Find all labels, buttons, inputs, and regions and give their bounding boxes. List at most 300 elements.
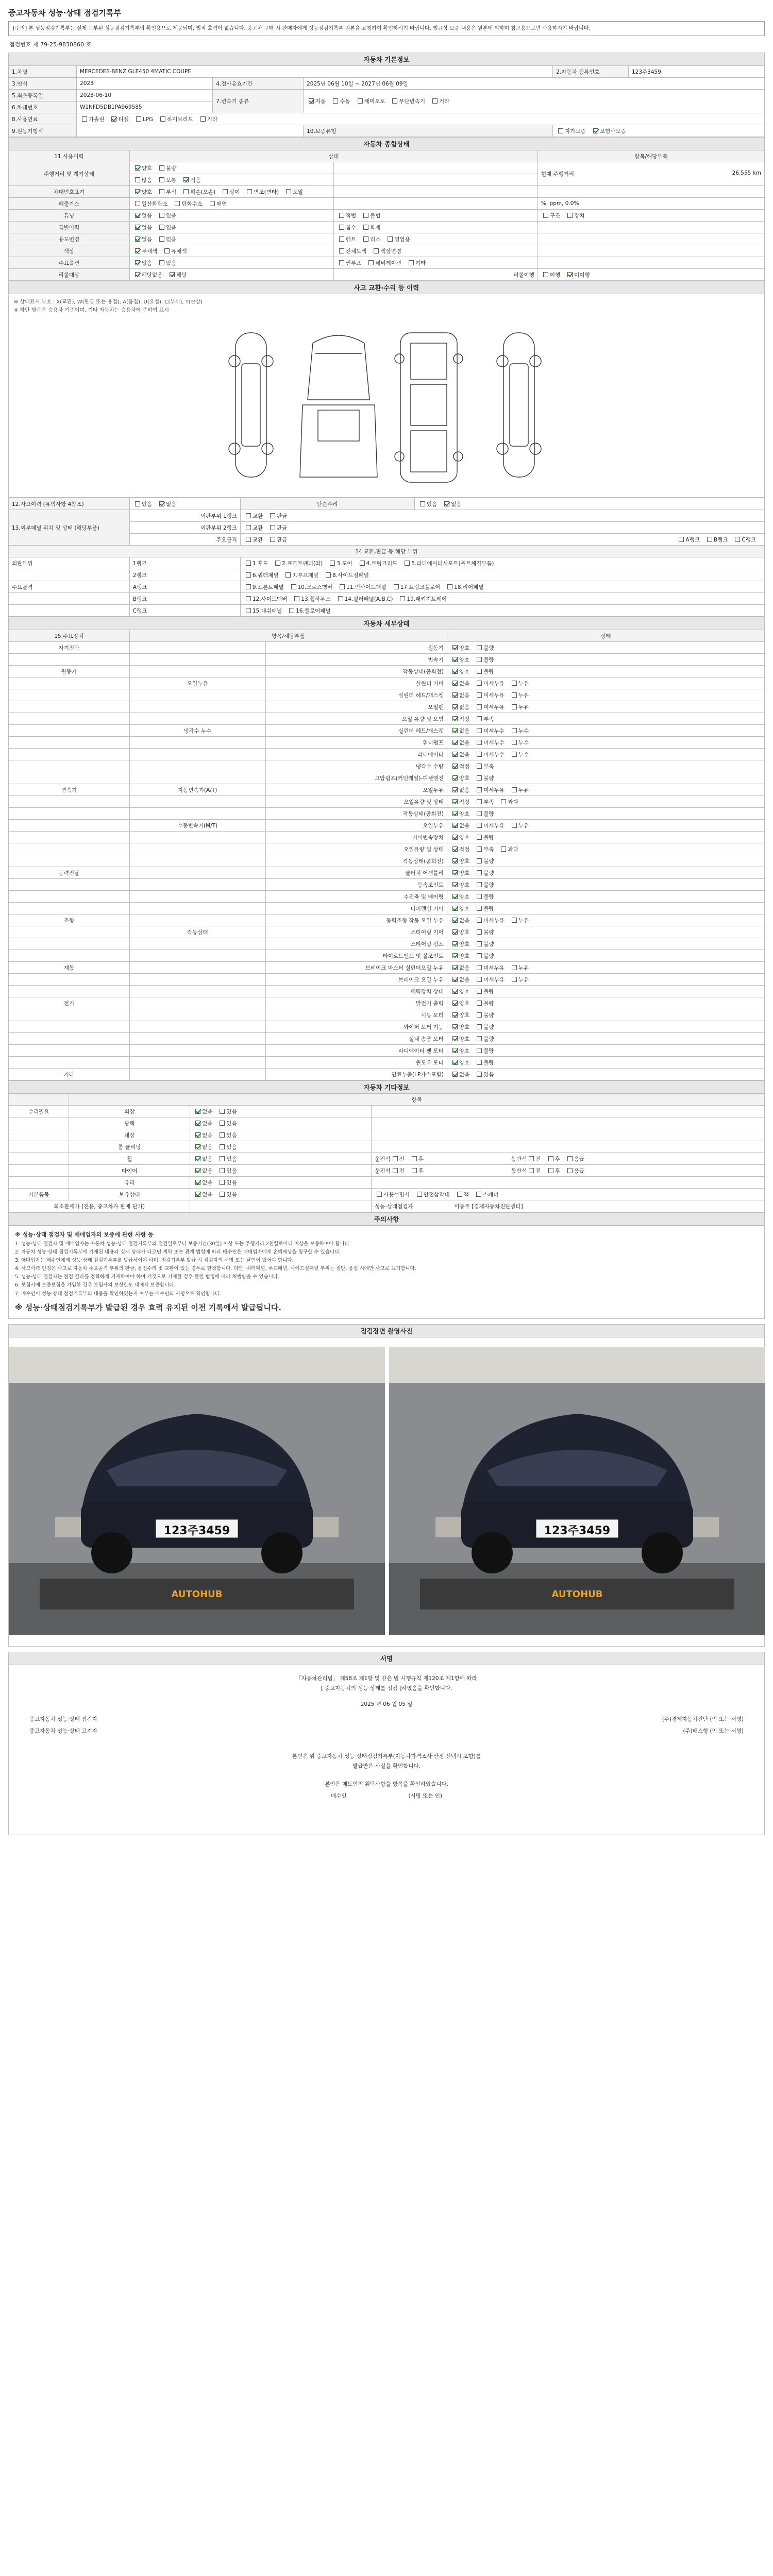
checkbox-mark <box>400 596 405 601</box>
detail-row <box>9 903 765 914</box>
part-group: 주요골격 <box>9 581 130 593</box>
item-label: 오일누유 <box>265 784 447 796</box>
checkbox-label: 적정 <box>459 846 470 853</box>
sub-group: 작동상태 <box>129 926 265 938</box>
checkbox-mark <box>452 811 458 816</box>
checkbox-mark <box>159 189 164 194</box>
checkbox-mark <box>432 98 438 104</box>
sub-group <box>129 962 265 974</box>
state-option <box>450 1072 469 1078</box>
sub-group <box>129 867 265 879</box>
item-label: 등속조인트 <box>265 879 447 891</box>
field-label: 7.변속기 종류 <box>213 90 304 113</box>
checkbox-mark <box>567 1156 573 1161</box>
checkbox-mark <box>270 537 275 542</box>
detail-row <box>9 654 765 666</box>
checkbox-mark <box>477 1072 482 1077</box>
checkbox-label: 없음 <box>202 1156 213 1162</box>
detail-row <box>9 1069 765 1080</box>
checkbox-label: 응급 <box>574 1167 584 1174</box>
warranty-option <box>591 128 626 134</box>
state-option <box>450 728 469 734</box>
part-option <box>338 584 386 590</box>
checkbox-mark <box>477 1001 482 1006</box>
state-option <box>450 906 469 912</box>
checkbox-label: 있음 <box>166 212 177 219</box>
checkbox-label: 없음 <box>451 501 462 507</box>
checkbox-mark <box>393 1168 398 1173</box>
state-option <box>475 989 494 995</box>
checkbox-mark <box>477 681 482 686</box>
state-option <box>475 906 494 912</box>
transmission-option <box>430 98 449 105</box>
item-label: 발전기 출력 <box>265 997 447 1009</box>
item-label: 스티어링 펌프 <box>265 938 447 950</box>
checkbox-mark <box>220 1180 225 1185</box>
checkbox-mark <box>363 225 368 230</box>
checkbox-label: 불량 <box>483 1012 494 1019</box>
checkbox-mark <box>593 128 598 133</box>
section-title: 자동차 기타정보 <box>9 1081 765 1094</box>
column-header: 11.사용이력 <box>9 150 130 162</box>
car-floor-frame-view <box>395 333 463 482</box>
part-rank: 1랭크 <box>129 557 240 569</box>
note-line: 2. 자동차 성능·상태 점검기록부에 기재된 내용과 실제 상태가 다르면 계약 또는 관계 법령에 따라 매수인은 매매업자에게 손해배상을 청구할 수 있습니다. <box>15 1249 341 1255</box>
checkbox-label: 판금 <box>277 513 288 519</box>
status-option <box>133 201 168 207</box>
status-option <box>162 248 187 255</box>
checkbox-mark <box>452 1012 458 1018</box>
row-label: 12.사고이력 (유의사항 4참조) <box>9 498 130 510</box>
checkbox-mark <box>135 165 140 171</box>
detail-row <box>9 666 765 677</box>
checkbox-mark <box>339 225 344 230</box>
detail-row <box>9 772 765 784</box>
item-label: 디퍼렌셜 기어 <box>265 903 447 914</box>
checkbox-mark <box>452 906 458 911</box>
section-title: 사고 교환·수리 등 이력 <box>9 281 765 294</box>
checkbox-label: 8.사이드실패널 <box>332 572 369 579</box>
checkbox-label: 9.프론트패널 <box>252 584 284 590</box>
checkbox-label: 없음 <box>459 976 470 983</box>
other-row <box>9 1165 765 1177</box>
item-label: 실린더 커버 <box>265 677 447 689</box>
fuel-option <box>198 116 217 123</box>
detail-row <box>9 974 765 986</box>
sub-option <box>366 260 401 266</box>
checkbox-mark <box>477 799 482 804</box>
checkbox-mark <box>477 846 482 852</box>
item-label: 라디에이터 <box>265 749 447 760</box>
device-group <box>9 1033 130 1045</box>
checkbox-mark <box>452 953 458 958</box>
state-option <box>475 716 494 722</box>
part-option <box>358 561 398 567</box>
checkbox-label: 양호 <box>141 165 153 172</box>
checkbox-label: 있음 <box>166 236 177 243</box>
checkbox-label: C랭크 <box>742 536 756 543</box>
other-row <box>9 1141 765 1153</box>
checkbox-mark <box>477 740 482 745</box>
state-option <box>450 704 469 710</box>
state-option <box>475 787 505 793</box>
photo-title-table <box>8 1324 765 1337</box>
state-option <box>475 752 505 758</box>
notes-title-table <box>8 1212 765 1226</box>
checkbox-mark <box>159 165 164 171</box>
field-label: 9.원동기형식 <box>9 125 77 137</box>
checkbox-label: 누수 <box>518 727 529 734</box>
checkbox-label: B랭크 <box>713 536 728 543</box>
checkbox-mark <box>210 201 215 206</box>
checkbox-label: 불량 <box>483 834 494 841</box>
checkbox-label: 있음 <box>426 501 438 507</box>
other-option <box>217 1156 237 1162</box>
device-group <box>9 843 130 855</box>
checkbox-mark <box>477 858 482 863</box>
note-line: 1. 성능·상태 점검자 및 매매업자는 자동차 성능·상태 점검기록부의 점검일로부터 보증기간(30일) 이상 또는 주행거리 2천킬로미터 이상을 보증하여야 합니다. <box>15 1241 351 1247</box>
state-option <box>475 941 494 947</box>
row-label: 14.교환,판금 등 해당 부위 <box>9 546 765 557</box>
checkbox-mark <box>417 1192 422 1197</box>
checkbox-label: 누유 <box>518 976 529 983</box>
checkbox-label: 불량 <box>483 656 494 663</box>
other-option <box>217 1144 237 1150</box>
checkbox-mark <box>452 870 458 875</box>
checkbox-mark <box>457 1192 462 1197</box>
note-line: 5. 성능·상태 점검자는 점검 결과를 정확하게 기재하여야 하며 거짓으로 기재할 경우 관련 법령에 따라 처벌받을 수 있습니다. <box>15 1274 280 1280</box>
row-label: 차대번호표기 <box>9 186 130 198</box>
device-group <box>9 855 130 867</box>
checkbox-mark <box>363 213 368 218</box>
sub-group: 냉각수 누수 <box>129 725 265 737</box>
column-header: 항목/해당부품 <box>537 150 764 162</box>
checkbox-label: 13.휠하우스 <box>301 596 331 602</box>
checkbox-label: 안전삼각대 <box>423 1191 450 1198</box>
column-header: 15.주요장치 <box>9 630 130 642</box>
checkbox-label: 누유 <box>518 964 529 971</box>
other-item: 내장 <box>69 1129 190 1141</box>
checkbox-mark <box>452 835 458 840</box>
state-option <box>475 1024 494 1030</box>
note-line: 3. 매매업자는 매수인에게 성능·상태 점검기록부를 발급하여야 하며, 점검기록부 발급 시 점검자의 서명 또는 날인이 있어야 합니다. <box>15 1257 294 1263</box>
inspector-sign: (주)경제자동차진단 (인 또는 서명) <box>662 1716 744 1723</box>
detail-row <box>9 808 765 820</box>
checkbox-label: 18.리어패널 <box>454 584 484 590</box>
overall-state-table <box>8 137 765 281</box>
checkbox-mark <box>512 692 517 698</box>
other-item: 룸 클리닝 <box>69 1141 190 1153</box>
part-rank: C랭크 <box>129 605 240 617</box>
state-option <box>475 858 494 865</box>
sub-option <box>337 236 356 243</box>
checkbox-label: 불량 <box>483 929 494 936</box>
state-option <box>475 894 494 900</box>
checkbox-mark <box>452 752 458 757</box>
checkbox-label: 없음 <box>459 751 470 758</box>
checkbox <box>527 1156 541 1162</box>
status-option <box>157 213 176 219</box>
checkbox-mark <box>246 572 251 578</box>
checkbox-label: 불량 <box>483 1024 494 1030</box>
accident-option <box>157 501 176 507</box>
other-group <box>9 1141 69 1153</box>
doc-title: 중고자동차 성능·상태 점검기록부 <box>8 8 122 18</box>
checkbox-label: 19.패키지트레이 <box>407 596 447 602</box>
checkbox <box>565 1168 584 1174</box>
checkbox-mark <box>409 260 414 265</box>
other-option <box>217 1132 237 1139</box>
detail-row <box>9 891 765 903</box>
checkbox-mark <box>170 272 175 277</box>
note-line: 7. 매수인이 성능·상태 점검기록부의 내용을 확인하였는지 여부는 매수인의 서명으로 확인합니다. <box>15 1291 222 1297</box>
checkbox-label: 미세누유 <box>483 976 505 983</box>
device-group: 제동 <box>9 962 130 974</box>
state-option <box>450 811 469 817</box>
detail-row <box>9 1045 765 1057</box>
recall-done-label: 리콜이행 <box>513 272 534 278</box>
checkbox-mark <box>246 561 251 566</box>
part-option <box>289 584 332 590</box>
checkbox-mark <box>275 561 280 566</box>
section-title: 자동차 기본정보 <box>9 53 765 66</box>
checkbox-label: 부족 <box>483 716 494 722</box>
checkbox-label: 후 <box>554 1167 560 1174</box>
sub-group <box>129 986 265 997</box>
status-option <box>157 260 176 266</box>
part-group <box>9 569 130 581</box>
checkbox-label: 누수 <box>518 739 529 746</box>
checkbox-label: 세미오토 <box>364 98 385 105</box>
checkbox <box>705 537 728 543</box>
checkbox-label: LPG <box>142 116 154 123</box>
item-label: 동력조향 작동 오일 누유 <box>265 914 447 926</box>
note-line: 6. 보험사에 보증보험을 가입한 경우 보험사의 보상한도 내에서 보증합니다. <box>15 1282 176 1289</box>
checkbox-label: 잭 <box>463 1191 469 1198</box>
detail-row <box>9 926 765 938</box>
simple-repair-option <box>418 501 437 507</box>
checkbox-label: 전체도색 <box>345 248 367 255</box>
brand-logo: AUTOHUB <box>171 1589 223 1600</box>
checkbox-label: 기타 <box>207 116 218 123</box>
overall-row <box>9 162 765 174</box>
state-option <box>450 835 469 841</box>
checkbox-label: 불량 <box>483 870 494 876</box>
checkbox-mark <box>512 918 517 923</box>
checkbox-label: 미세누유 <box>483 822 505 829</box>
item-label: 실린더 헤드/개스켓 <box>265 689 447 701</box>
checkbox-label: 전 <box>535 1156 541 1162</box>
state-option <box>450 752 469 758</box>
row-label: 특별이력 <box>9 222 130 233</box>
field-label: 1.차명 <box>9 66 77 78</box>
checkbox-label: 양호 <box>459 645 470 651</box>
checkbox-label: 교환 <box>252 536 263 543</box>
checkbox-mark <box>477 977 482 982</box>
checkbox-label: A랭크 <box>685 536 700 543</box>
checkbox-mark <box>135 501 140 506</box>
device-group: 전기 <box>9 997 130 1009</box>
transmission-option <box>307 98 326 105</box>
sub-option <box>372 248 401 255</box>
device-group <box>9 737 130 749</box>
part-option <box>244 572 279 579</box>
checkbox-mark <box>543 213 548 218</box>
checkbox <box>527 1168 541 1174</box>
law-line: [ 중고자동차의 성능·상태를 점검 ]하였음을 확인합니다. <box>321 1685 452 1692</box>
checkbox-mark <box>195 1109 200 1114</box>
part-option <box>273 561 323 567</box>
checkbox-label: 불량 <box>483 858 494 865</box>
transmission-option <box>356 98 385 105</box>
part-option <box>392 584 441 590</box>
item-label: 브레이크 오일 누유 <box>265 974 447 986</box>
checkbox-label: 불량 <box>483 882 494 888</box>
sub-group <box>129 914 265 926</box>
checkbox-mark <box>136 116 141 122</box>
sub-group <box>129 701 265 713</box>
state-option <box>510 965 529 971</box>
checkbox-label: 영업용 <box>394 236 410 243</box>
state-option <box>510 681 529 687</box>
checkbox-label: 누유 <box>518 680 529 687</box>
checkbox-mark <box>220 1132 225 1138</box>
checkbox-mark <box>452 728 458 733</box>
checkbox-label: 수동 <box>340 98 350 105</box>
checkbox-mark <box>567 272 573 277</box>
sub-group <box>129 760 265 772</box>
row-label: 단순수리 <box>240 498 414 510</box>
checkbox-mark <box>477 941 482 946</box>
item-label: 작동상태(공회전) <box>265 855 447 867</box>
state-option <box>510 704 529 710</box>
checkbox-label: 양호 <box>459 870 470 876</box>
checkbox-mark <box>82 116 87 122</box>
item-label: 클러치 어셈블리 <box>265 867 447 879</box>
tire-position: 동반석 <box>511 1156 527 1162</box>
notifier-label: 중고자동차 성능·상태 고지자 <box>29 1728 97 1735</box>
checkbox-label: 색상변경 <box>380 248 401 255</box>
device-group <box>9 725 130 737</box>
checkbox-mark <box>452 692 458 698</box>
notifier-sign: (주)배스형 (인 또는 서명) <box>683 1728 744 1735</box>
other-info-table <box>8 1080 765 1212</box>
checkbox-mark <box>363 236 368 242</box>
item-label: 변속기 <box>265 654 447 666</box>
checkbox-mark <box>452 1001 458 1006</box>
checkbox-label: 없음 <box>459 822 470 829</box>
row-label: 최초판매가 (전용, 중고차가 판매 단가) <box>9 1200 190 1212</box>
detail-row <box>9 1021 765 1033</box>
device-group <box>9 974 130 986</box>
row-label: 13.외부패널 위치 및 상태 (해당부품) <box>9 510 130 546</box>
sub-group <box>129 1009 265 1021</box>
car-front-top-view <box>300 335 377 477</box>
note-line: ※ 성능·상태 점검자 및 매매업자의 보증에 관한 사항 등 <box>15 1231 154 1238</box>
sub-group <box>129 796 265 808</box>
checkbox-mark <box>452 1024 458 1029</box>
detail-row <box>9 997 765 1009</box>
checkbox-label: 없음 <box>459 692 470 699</box>
checkbox-mark <box>246 537 251 542</box>
checkbox-mark <box>405 561 410 566</box>
checkbox-label: 기타 <box>415 260 426 266</box>
checkbox-label: 17.트렁크플로어 <box>400 584 441 590</box>
state-option <box>450 669 469 675</box>
field-label: 2.자동차 등록번호 <box>553 66 629 78</box>
device-group <box>9 832 130 843</box>
state-option <box>450 799 469 805</box>
fuel-option <box>134 116 153 123</box>
state-option <box>510 787 529 793</box>
checkbox-mark <box>452 977 458 982</box>
checkbox-label: 해당없음 <box>141 272 163 278</box>
checkbox-mark <box>159 236 164 242</box>
checkbox-mark <box>512 823 517 828</box>
other-group <box>9 1165 69 1177</box>
checkbox-label: 있음 <box>226 1156 237 1162</box>
checkbox-label: 4.트렁크리드 <box>366 560 398 567</box>
damage-section-table <box>8 281 765 294</box>
state-option <box>499 846 518 853</box>
checkbox <box>244 537 263 543</box>
checkbox-label: 없음 <box>141 212 153 219</box>
checkbox-mark <box>452 941 458 946</box>
checkbox-mark <box>452 1060 458 1065</box>
checkbox-mark <box>447 584 452 589</box>
other-group <box>9 1117 69 1129</box>
sub-option <box>407 260 426 266</box>
device-group <box>9 986 130 997</box>
state-option <box>475 1060 494 1066</box>
device-group: 조향 <box>9 914 130 926</box>
simple-repair-option <box>442 501 461 507</box>
checkbox-label: 도말 <box>293 189 304 195</box>
detail-row <box>9 938 765 950</box>
item-label: 기어변속장치 <box>265 832 447 843</box>
checkbox-label: 있음 <box>166 260 177 266</box>
part-group: 외판부위 <box>9 557 130 569</box>
sub-group: 오일누유 <box>129 677 265 689</box>
detail-row <box>9 796 765 808</box>
field-label: 6.차대번호 <box>9 101 77 113</box>
recall-option <box>541 272 560 278</box>
checkbox-mark <box>159 213 164 218</box>
item-label: 실내 송풍 모터 <box>265 1033 447 1045</box>
part-option <box>292 596 330 602</box>
checkbox <box>677 537 699 543</box>
column-header: 상태 <box>129 150 537 162</box>
checkbox-mark <box>567 213 573 218</box>
checkbox-mark <box>195 1192 200 1197</box>
state-option <box>475 929 494 936</box>
checkbox-mark <box>111 116 116 122</box>
checkbox-label: 무단변속기 <box>399 98 425 105</box>
checkbox-label: 과다 <box>508 846 518 853</box>
checkbox-mark <box>368 260 374 265</box>
checkbox-label: 양호 <box>459 810 470 817</box>
state-option <box>510 752 529 758</box>
row-label: 주요옵션 <box>9 257 130 269</box>
item-label: 타이로드엔드 및 볼조인트 <box>265 950 447 962</box>
checkbox-label: 양호 <box>459 893 470 900</box>
checkbox-label: 네비게이션 <box>375 260 401 266</box>
checkbox-mark <box>183 189 189 194</box>
checkbox-label: 없음 <box>202 1179 213 1186</box>
checkbox-label: 있음 <box>226 1167 237 1174</box>
checkbox-label: 불량 <box>483 893 494 900</box>
row-label: 튜닝 <box>9 210 130 222</box>
